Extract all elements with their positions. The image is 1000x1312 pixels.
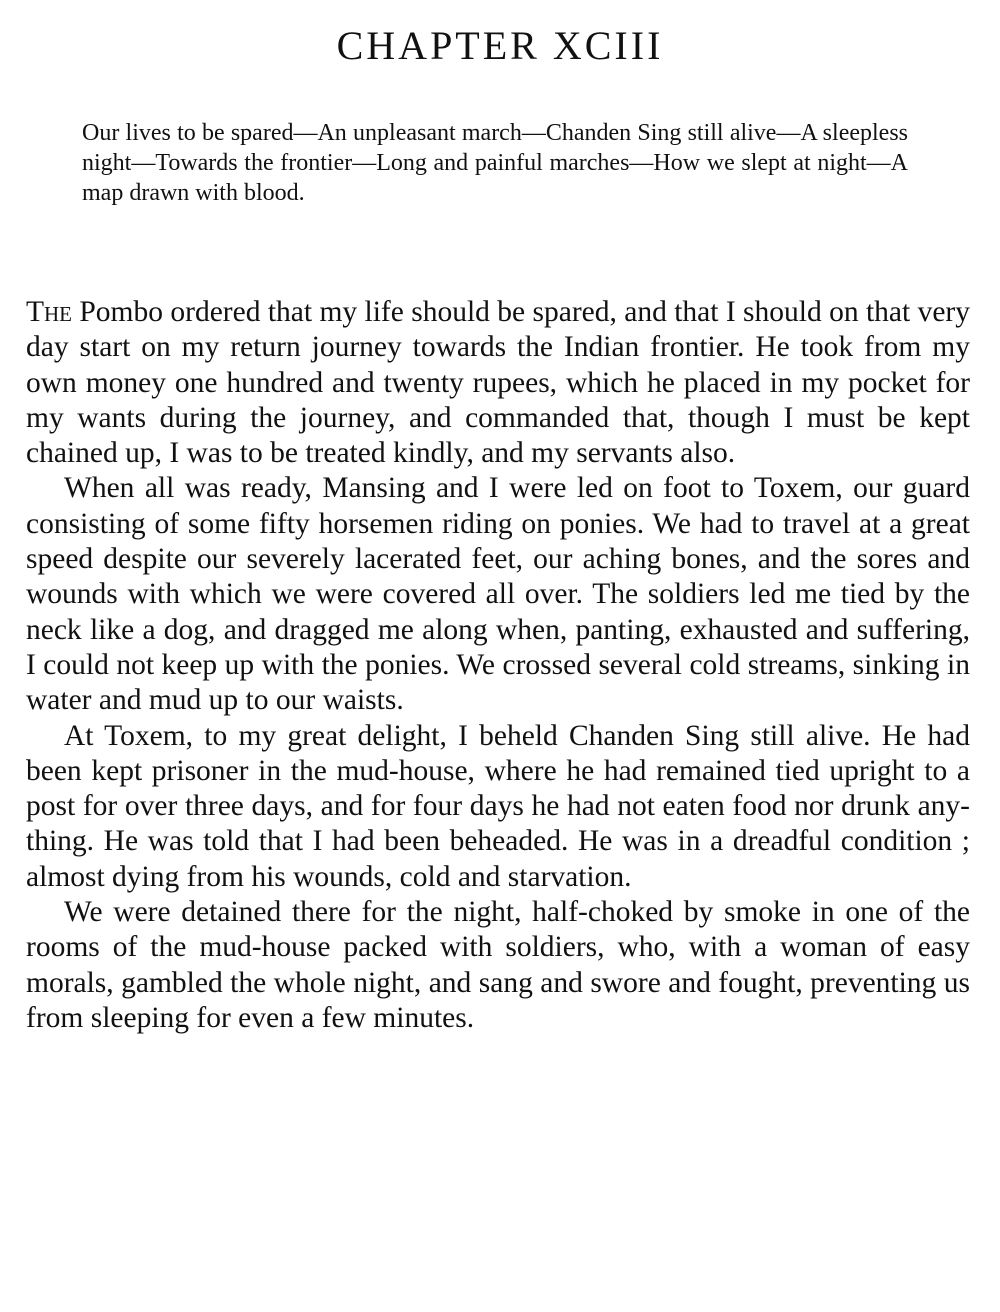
paragraph-1: [26, 295, 970, 471]
chapter-body: [26, 295, 970, 1036]
paragraph-text: Pombo ordered that my life should be spared, and that I should on that very day start on my return journey towards the Indian frontier. He took from my own money one hundred and twenty rupees, which he placed in my pocket for my wants during the journey, and commanded that, though I must be kept chained up, I was to be treated kindly, and my servants also.: [26, 296, 970, 470]
paragraph-4: We were detained there for the night, half-choked by smoke in one of the rooms of the mud-house packed with soldiers, who, with a woman of easy morals, gambled the whole night, and sang and swore and fought, preventing us from sleeping for even a few minutes.: [26, 896, 970, 1034]
paragraph-2: When all was ready, Mansing and I were led on foot to Toxem, our guard consisting of some fifty horsemen riding on ponies. We had to travel at a great speed despite our severely lacerated feet, our aching bones, and the sores and wounds with which we were covered all over. The soldiers led me tied by the neck like a dog, and dragged me along when, panting, exhausted and suffering, I could not keep up with the ponies. We crossed several cold streams, sinking in water and mud up to our waists.: [26, 472, 970, 717]
paragraph-3: At Toxem, to my great delight, I beheld Chanden Sing still alive. He had been kept prisoner in the mud-house, where he had remained tied upright to a post for over three days, and for four days he had not eaten food nor drunk any-thing. He was told that I had been beheaded. He was in a dreadful condition ; almost dying from his wounds, cold and starvation.: [26, 719, 970, 893]
chapter-title: CHAPTER XCIII: [336, 23, 664, 68]
chapter-summary: Our lives to be spared—An unpleasant march—Chanden Sing still alive—A sleepless night—Towards the frontier—Long and painful marches—How we slept at night—A map drawn with blood.: [82, 120, 908, 206]
paragraph-lead-word: The: [26, 296, 73, 328]
